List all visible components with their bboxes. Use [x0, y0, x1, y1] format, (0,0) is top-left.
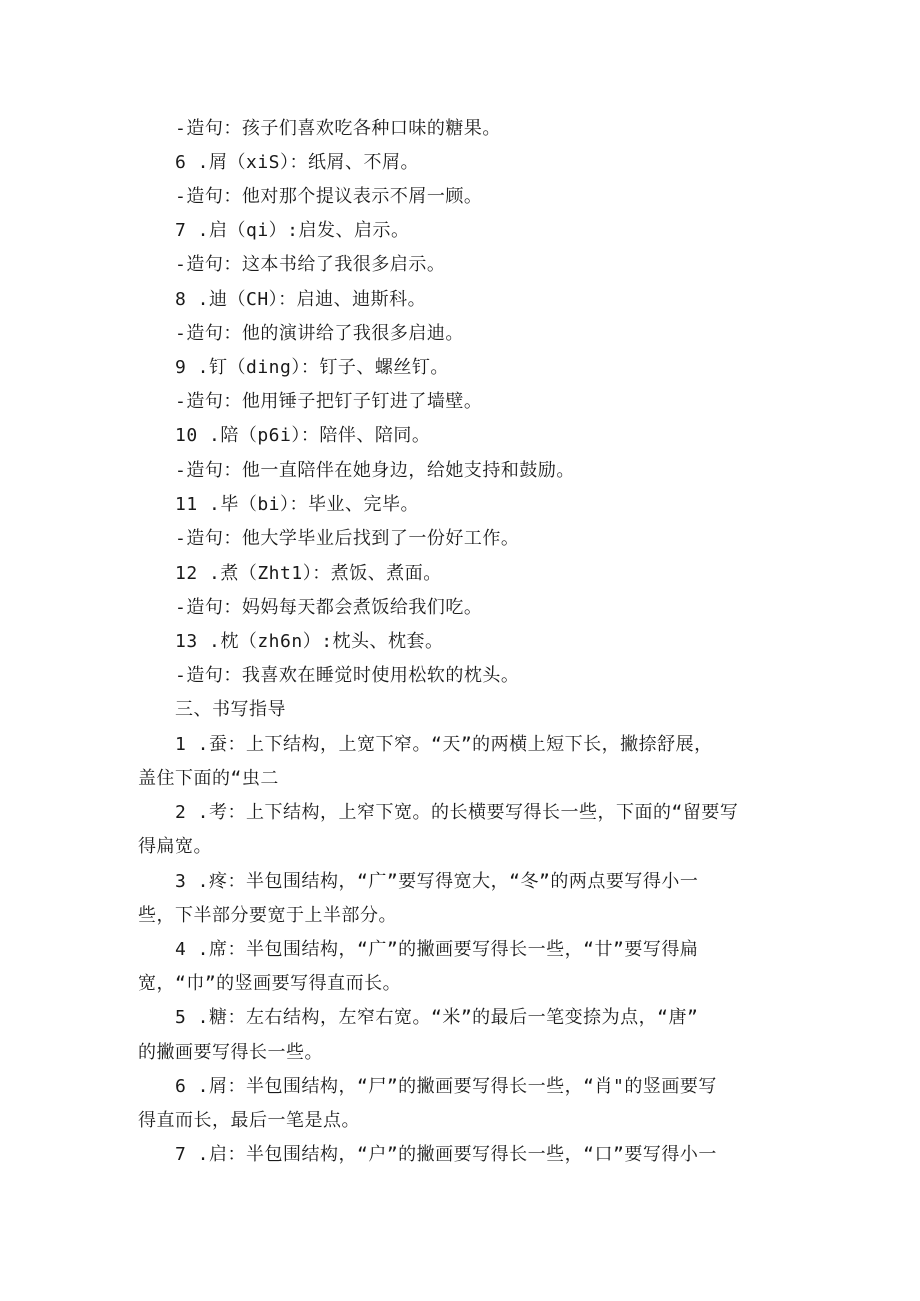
text-line: 3 .疼：半包围结构，“广”要写得宽大，“冬”的两点要写得小一 [175, 871, 699, 892]
text-line: -造句：妈妈每天都会煮饭给我们吃。 [175, 597, 483, 618]
text-line: 1 .蚕：上下结构，上宽下窄。“天”的两横上短下长，撇捺舒展， [175, 734, 713, 755]
text-line: 得扁宽。 [138, 836, 212, 857]
text-line: 7 .启（qi）:启发、启示。 [175, 220, 410, 241]
text-line: -造句：孩子们喜欢吃各种口味的糖果。 [175, 118, 501, 139]
text-line: 盖住下面的“虫二 [138, 768, 279, 789]
text-line: 9 .钉（ding）：钉子、螺丝钉。 [175, 357, 449, 378]
text-line: -造句：他一直陪伴在她身边，给她支持和鼓励。 [175, 460, 575, 481]
text-line: 5 .糖：左右结构，左窄右宽。“米”的最后一笔变捺为点，“唐” [175, 1007, 699, 1028]
text-line: -造句：他用锤子把钉子钉进了墙壁。 [175, 391, 483, 412]
text-line: -造句：他对那个提议表示不屑一顾。 [175, 186, 483, 207]
text-line: 的撇画要写得长一些。 [138, 1042, 323, 1063]
text-line: 得直而长，最后一笔是点。 [138, 1110, 360, 1131]
text-line: 6 .屑：半包围结构，“尸”的撇画要写得长一些，“肖"的竖画要写 [175, 1076, 717, 1097]
text-line: 2 .考：上下结构，上窄下宽。的长横要写得长一些，下面的“留要写 [175, 802, 739, 823]
text-line: -造句：我喜欢在睡觉时使用松软的枕头。 [175, 665, 520, 686]
text-line: 4 .席：半包围结构，“广”的撇画要写得长一些，“廿”要写得扁 [175, 939, 699, 960]
text-line: 些，下半部分要宽于上半部分。 [138, 905, 397, 926]
text-line: -造句：他的演讲给了我很多启迪。 [175, 323, 464, 344]
text-line: 12 .煮（Zht1）：煮饭、煮面。 [175, 563, 442, 584]
text-line: 11 .毕（bi）：毕业、完毕。 [175, 494, 420, 515]
text-line: 6 .屑（xiS）：纸屑、不屑。 [175, 152, 420, 173]
text-line: 7 .启：半包围结构，“户”的撇画要写得长一些，“口”要写得小一 [175, 1144, 717, 1165]
section-heading: 三、书写指导 [175, 699, 286, 720]
text-line: -造句：他大学毕业后找到了一份好工作。 [175, 528, 520, 549]
text-line: 宽，“巾”的竖画要写得直而长。 [138, 973, 402, 994]
text-line: 10 .陪（p6i）：陪伴、陪同。 [175, 425, 431, 446]
text-line: 13 .枕（zh6n）:枕头、枕套。 [175, 631, 444, 652]
text-line: -造句：这本书给了我很多启示。 [175, 254, 446, 275]
text-line: 8 .迪（CH）：启迪、迪斯科。 [175, 289, 427, 310]
